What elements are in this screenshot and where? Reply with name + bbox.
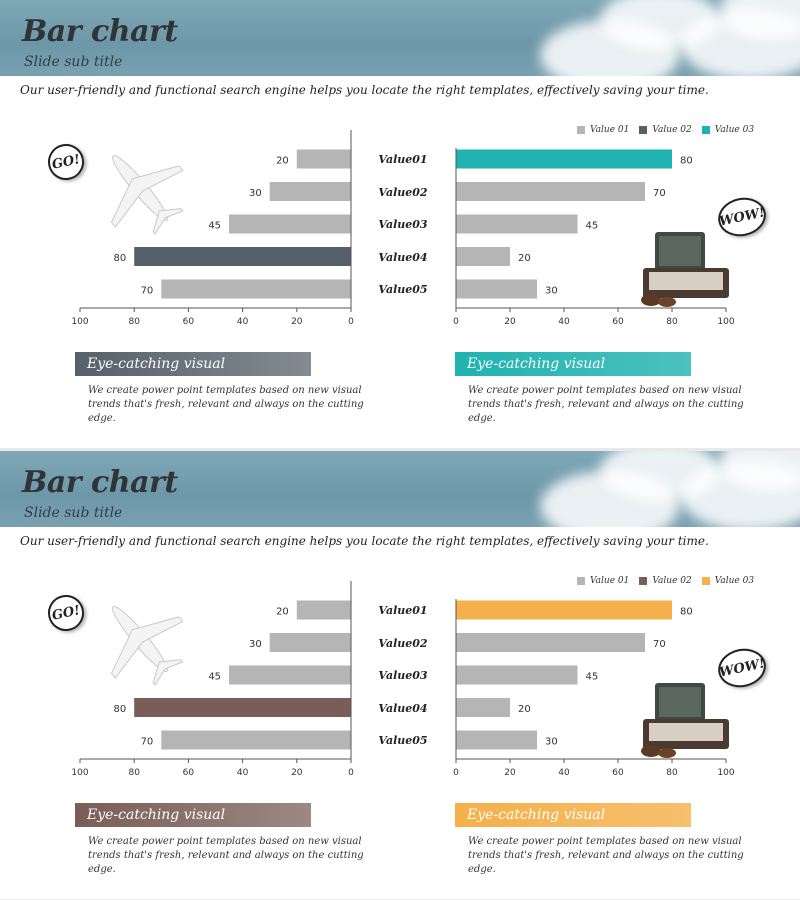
bar xyxy=(161,280,351,299)
slide-subtitle: Slide sub title xyxy=(24,54,123,70)
tick-label: 100 xyxy=(717,317,735,327)
bar xyxy=(270,633,351,652)
suitcase-icon xyxy=(637,228,732,308)
header-banner xyxy=(0,0,800,76)
category-label: Value05 xyxy=(378,734,428,747)
data-label: 45 xyxy=(208,671,222,683)
data-label: 70 xyxy=(140,285,154,297)
header-banner xyxy=(0,451,800,527)
bar xyxy=(456,601,672,620)
bar xyxy=(134,698,351,717)
tick-label: 20 xyxy=(504,768,516,778)
eye-catching-banner-left: Eye-catching visual xyxy=(75,803,311,827)
data-label: 80 xyxy=(680,155,693,167)
tick-label: 100 xyxy=(717,768,735,778)
eye-catching-banner-left: Eye-catching visual xyxy=(75,352,311,376)
wow-sticker: WOW! xyxy=(715,644,770,691)
slide-subtitle: Slide sub title xyxy=(24,505,123,521)
category-label: Value02 xyxy=(378,185,428,199)
tagline: Our user-friendly and functional search engine helps you locate the right templates, effectively saving your time. xyxy=(20,83,709,97)
category-label: Value03 xyxy=(378,218,428,231)
tick-label: 0 xyxy=(453,768,459,778)
category-label: Value01 xyxy=(378,604,428,617)
tick-label: 40 xyxy=(558,768,570,778)
tick-label: 20 xyxy=(291,768,303,778)
data-label: 20 xyxy=(276,155,289,167)
tick-label: 60 xyxy=(612,768,624,778)
tick-label: 40 xyxy=(558,317,570,327)
data-label: 80 xyxy=(113,704,127,715)
suitcase-icon xyxy=(637,679,732,759)
bar xyxy=(456,731,537,750)
bar xyxy=(456,666,578,685)
bar xyxy=(456,280,537,299)
slide xyxy=(0,451,800,899)
slide xyxy=(0,0,800,448)
tick-label: 40 xyxy=(236,317,249,327)
legend-label: Value 01 xyxy=(590,125,630,135)
bar xyxy=(456,182,645,201)
data-label: 80 xyxy=(113,253,127,264)
tick-label: 0 xyxy=(453,317,459,327)
category-label: Value02 xyxy=(378,636,428,650)
tick-label: 80 xyxy=(128,317,140,327)
go-sticker: GO! xyxy=(45,592,88,635)
bar xyxy=(456,247,510,266)
bar xyxy=(456,150,672,169)
description-left: We create power point templates based on new visual trends that's fresh, relevant and always on the cutting edge. xyxy=(88,385,364,424)
data-label: 20 xyxy=(518,704,531,715)
tick-label: 60 xyxy=(182,768,195,778)
data-label: 30 xyxy=(248,188,262,199)
description-right: We create power point templates based on new visual trends that's fresh, relevant and always on the cutting edge. xyxy=(468,385,744,424)
eye-catching-banner-right: Eye-catching visual xyxy=(455,352,691,376)
data-label: 30 xyxy=(545,736,558,748)
tick-label: 0 xyxy=(348,768,354,778)
bar xyxy=(456,698,510,717)
data-label: 20 xyxy=(518,253,531,264)
data-label: 30 xyxy=(248,639,262,650)
bar xyxy=(456,215,578,234)
description-right: We create power point templates based on new visual trends that's fresh, relevant and always on the cutting edge. xyxy=(468,836,744,875)
tick-label: 80 xyxy=(666,768,678,778)
go-sticker: GO! xyxy=(45,141,88,184)
category-label: Value01 xyxy=(378,153,428,166)
bar xyxy=(161,731,351,750)
category-label: Value03 xyxy=(378,669,428,682)
data-label: 70 xyxy=(653,639,666,650)
bar xyxy=(229,215,351,234)
legend-label: Value 03 xyxy=(714,576,755,586)
tick-label: 80 xyxy=(128,768,140,778)
bar xyxy=(229,666,351,685)
tagline: Our user-friendly and functional search engine helps you locate the right templates, effectively saving your time. xyxy=(20,534,709,548)
tick-label: 20 xyxy=(291,317,303,327)
tick-label: 60 xyxy=(612,317,624,327)
bar xyxy=(297,601,351,620)
category-label: Value05 xyxy=(378,283,428,296)
left-bar-chart xyxy=(55,581,375,781)
bar xyxy=(270,182,351,201)
tick-label: 40 xyxy=(236,768,249,778)
tick-label: 100 xyxy=(71,317,89,327)
bar xyxy=(456,633,645,652)
wow-sticker: WOW! xyxy=(715,193,770,240)
data-label: 70 xyxy=(140,736,154,748)
data-label: 45 xyxy=(208,220,222,232)
tick-label: 80 xyxy=(666,317,678,327)
tick-label: 0 xyxy=(348,317,354,327)
bar xyxy=(134,247,351,266)
category-label: Value04 xyxy=(378,701,428,715)
legend-label: Value 02 xyxy=(652,125,692,135)
data-label: 20 xyxy=(276,606,289,618)
tick-label: 20 xyxy=(504,317,516,327)
legend-label: Value 03 xyxy=(714,125,755,135)
tick-label: 100 xyxy=(71,768,89,778)
tick-label: 60 xyxy=(182,317,195,327)
data-label: 70 xyxy=(653,188,666,199)
category-label: Value04 xyxy=(378,250,428,264)
legend-label: Value 02 xyxy=(652,576,692,586)
left-bar-chart xyxy=(55,130,375,330)
data-label: 45 xyxy=(585,671,599,683)
bar xyxy=(297,150,351,169)
eye-catching-banner-right: Eye-catching visual xyxy=(455,803,691,827)
legend-label: Value 01 xyxy=(590,576,630,586)
slide-title: Bar chart xyxy=(22,465,178,500)
data-label: 80 xyxy=(680,606,693,618)
data-label: 45 xyxy=(585,220,599,232)
description-left: We create power point templates based on new visual trends that's fresh, relevant and always on the cutting edge. xyxy=(88,836,364,875)
data-label: 30 xyxy=(545,285,558,297)
slide-title: Bar chart xyxy=(22,14,178,49)
